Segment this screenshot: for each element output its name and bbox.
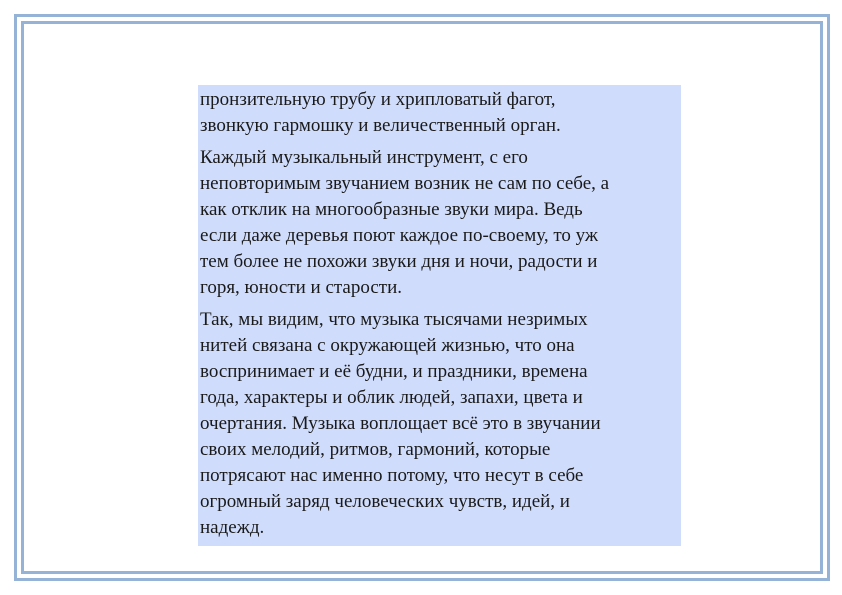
text-block: [198, 85, 681, 546]
paragraph-2: Каждый музыкальный инструмент, с его неповторимым звучанием возник не сам по себе, а как отклик на многообразные звуки мира. Ведь если даже деревья поют каждое по-своему, то уж тем более не похожи звуки дня и ночи, радости и горя, юности и старости.: [200, 147, 610, 298]
paragraph-1: пронзительную трубу и хрипловатый фагот, звонкую гармошку и величественный орган.: [200, 89, 561, 136]
paragraph-3: Так, мы видим, что музыка тысячами незримых нитей связана с окружающей жизнью, что она воспринимает и её будни, и праздники, времена года, характеры и облик людей, запахи, цвета и очертания. Музыка воплощает всё это в звучании своих мелодий, ритмов, гармоний, которые потрясают нас именно потому, что несут в себе огромный заряд человеческих чувств, идей, и надежд.: [200, 309, 601, 538]
